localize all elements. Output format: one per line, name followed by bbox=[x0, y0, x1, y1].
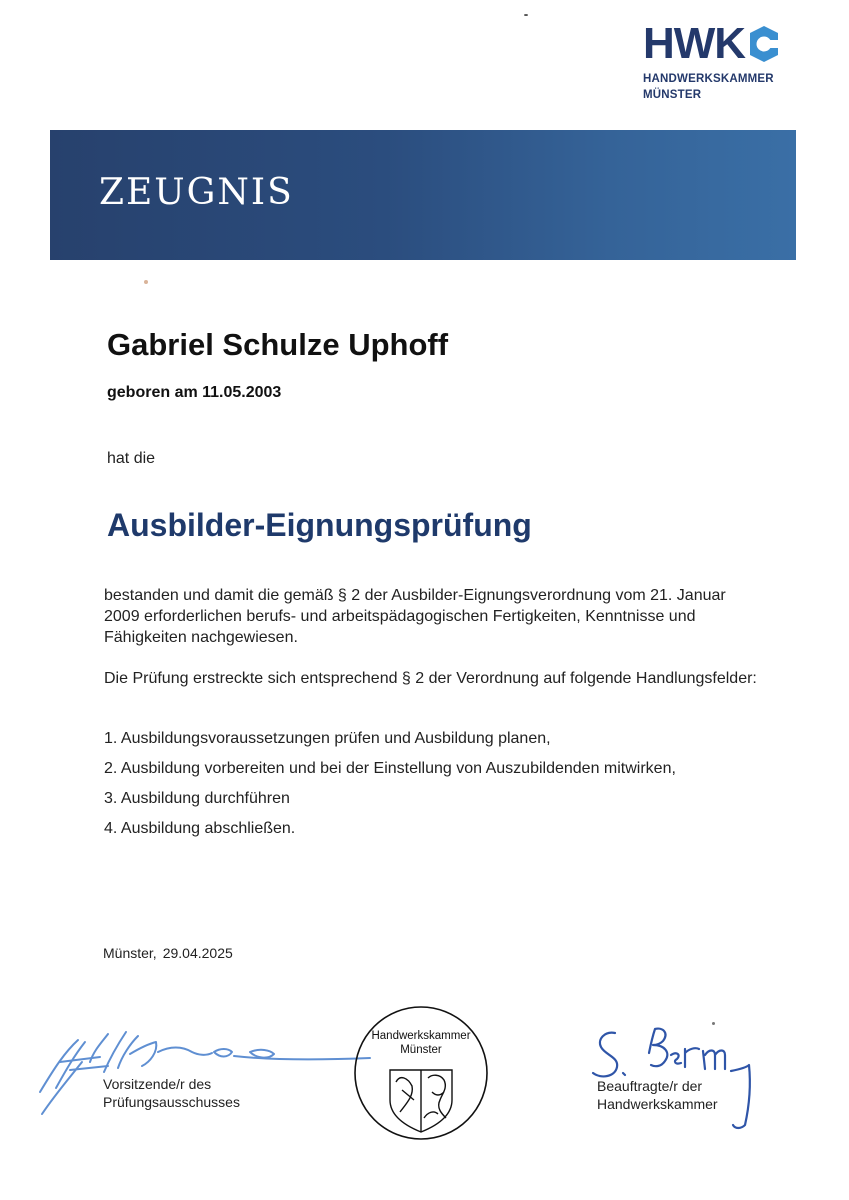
paragraph-scope: Die Prüfung erstreckte sich entsprechend § 2 der Verordnung auf folgende Handlungsfelder: bbox=[104, 670, 757, 687]
title-banner bbox=[50, 130, 796, 260]
field-item-4: 4. Ausbildung abschließen. bbox=[104, 820, 296, 837]
seal-text bbox=[352, 1029, 490, 1057]
fields-list bbox=[104, 728, 676, 848]
seal-ring-icon bbox=[352, 1004, 490, 1142]
official-seal bbox=[352, 1004, 490, 1142]
exam-title: Ausbilder-Eignungsprüfung bbox=[107, 507, 532, 543]
intro-text: hat die bbox=[107, 450, 156, 467]
scan-speck bbox=[524, 14, 528, 16]
field-item-3: 3. Ausbildung durchführen bbox=[104, 790, 290, 807]
hwk-logo-letters: HWK bbox=[643, 19, 746, 68]
hwk-logo-line2: MÜNSTER bbox=[643, 89, 702, 101]
field-item-2: 2. Ausbildung vorbereiten und bei der Einstellung von Auszubildenden mitwirken, bbox=[104, 760, 676, 777]
signature-right-line1: Beauftragte/r der bbox=[597, 1078, 703, 1094]
banner-title: ZEUGNIS bbox=[99, 172, 294, 213]
hwk-logo-o-icon bbox=[746, 22, 782, 66]
hwk-logo bbox=[643, 19, 803, 102]
hwk-logo-subtitle bbox=[643, 71, 803, 103]
scan-speck bbox=[144, 280, 148, 284]
place-date bbox=[103, 945, 233, 961]
signature-left-caption bbox=[103, 1075, 240, 1111]
signature-left-line2: Prüfungsausschusses bbox=[103, 1094, 240, 1110]
place: Münster, bbox=[103, 945, 157, 961]
hwk-logo-mark bbox=[643, 19, 803, 68]
field-item-1: 1. Ausbildungsvoraussetzungen prüfen und Ausbildung planen, bbox=[104, 730, 551, 747]
paragraph-passed: bestanden und damit die gemäß § 2 der Ausbilder-Eignungsverordnung vom 21. Januar 2009 erforderlichen berufs- und arbeitspädagogischen Fertigkeiten, Kenntnisse und Fähigkeiten nachgewiesen. bbox=[104, 587, 726, 646]
recipient-name: Gabriel Schulze Uphoff bbox=[107, 327, 449, 362]
recipient-birthdate: geboren am 11.05.2003 bbox=[107, 384, 282, 401]
seal-line1: Handwerkskammer bbox=[371, 1030, 471, 1042]
signature-right-line2: Handwerkskammer bbox=[597, 1096, 718, 1112]
scan-speck bbox=[712, 1022, 715, 1025]
signature-right-caption bbox=[597, 1077, 718, 1113]
signature-left-line1: Vorsitzende/r des bbox=[103, 1076, 212, 1092]
coat-of-arms-icon bbox=[390, 1070, 452, 1132]
hwk-logo-line1: HANDWERKSKAMMER bbox=[643, 73, 774, 85]
seal-line2: Münster bbox=[400, 1044, 442, 1056]
issue-date: 29.04.2025 bbox=[162, 945, 233, 961]
